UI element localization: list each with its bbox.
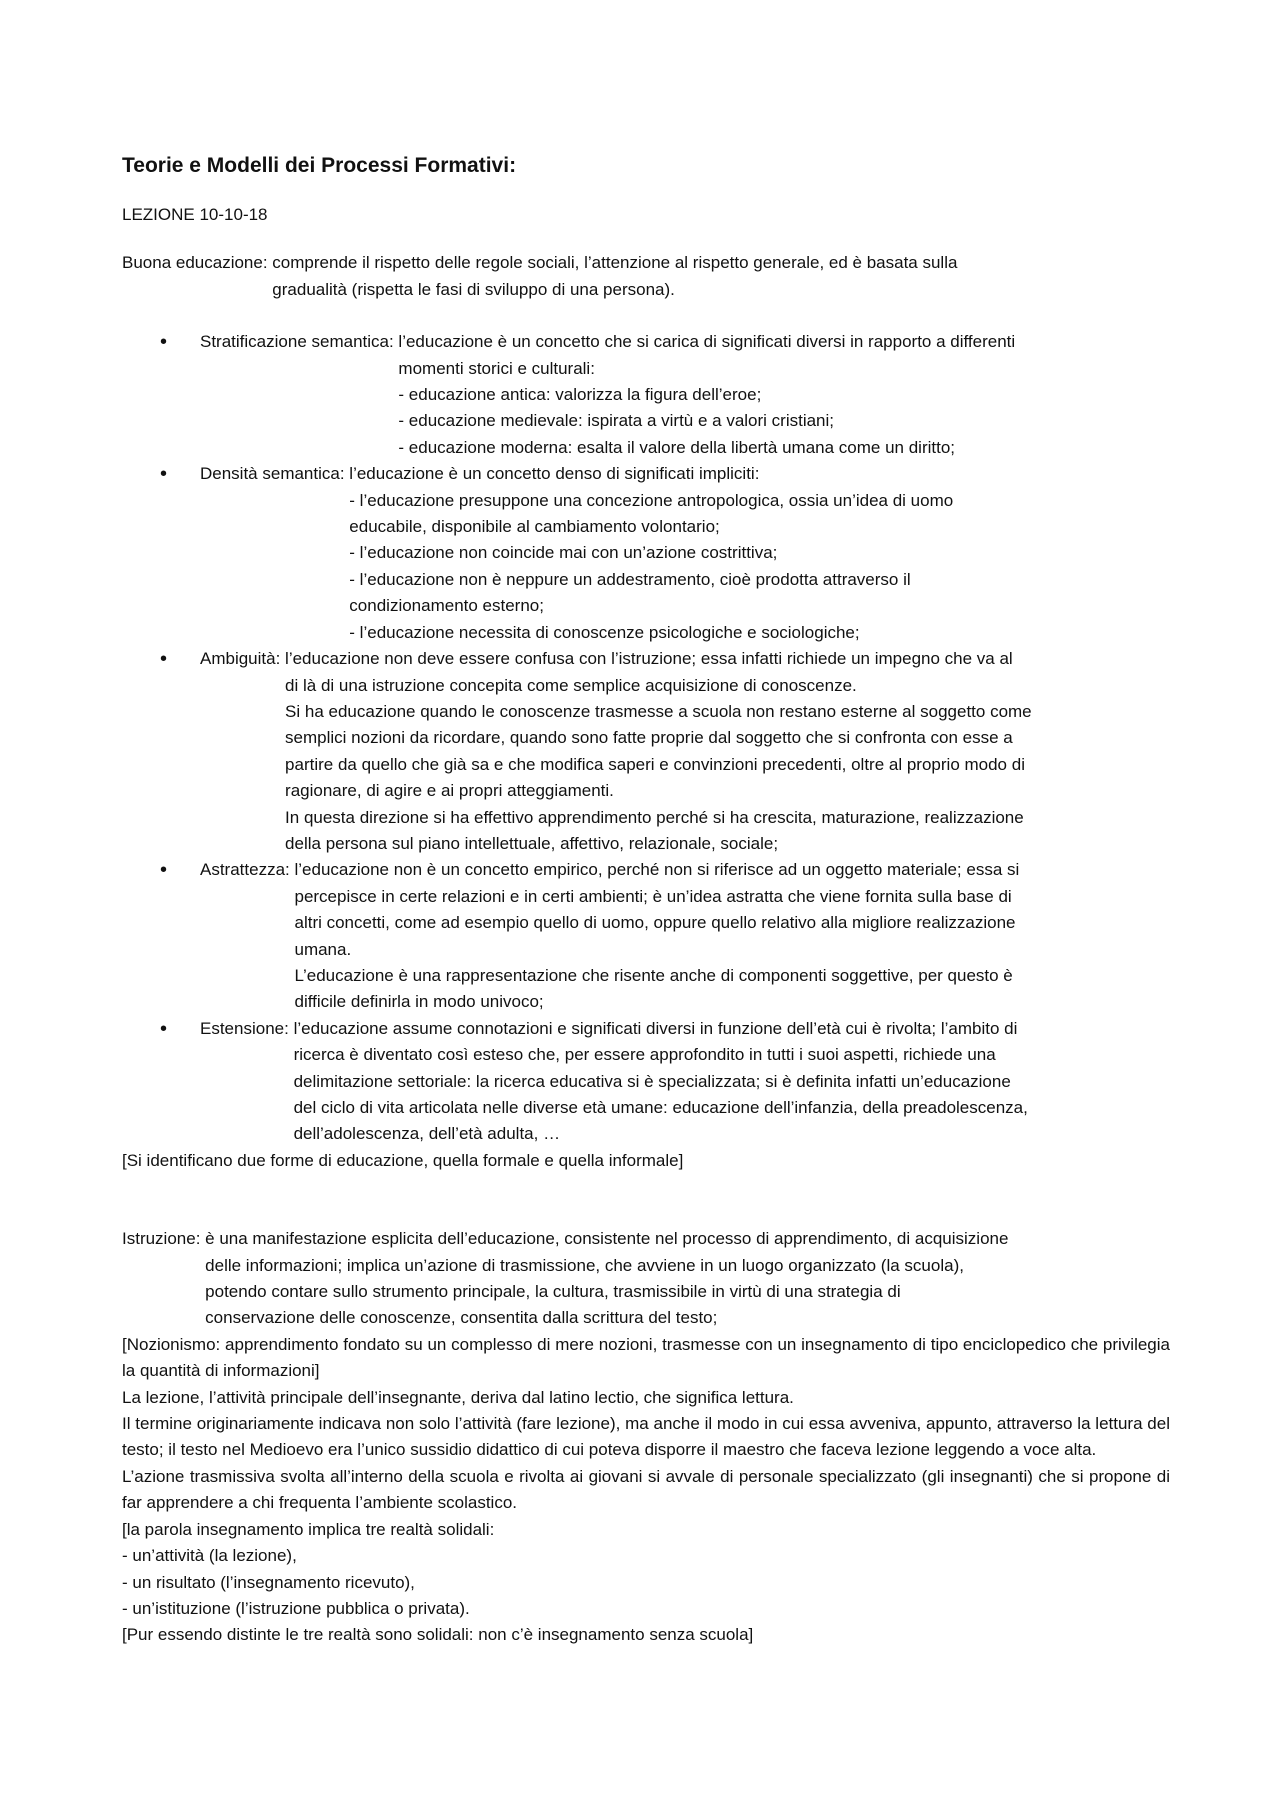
bullet-term: Estensione:	[200, 1018, 294, 1038]
bullet-line: altri concetti, come ad esempio quello di uomo, oppure quello relativo alla migliore realizzazione	[294, 913, 1016, 933]
bullet-line: - l’educazione non coincide mai con un’azione costrittiva;	[349, 543, 778, 563]
bullet-astrattezza	[122, 857, 1170, 1015]
concept-bullet-list	[122, 329, 1170, 1148]
termine-paragraph: Il termine originariamente indicava non solo l’attività (fare lezione), ma anche il modo in cui essa avveniva, appunto, attraverso la lettura del testo; il testo nel Medioevo era l’unico sussidio didattico di cui poteva disporre il maestro che faceva lezione leggendo a voce alta.	[122, 1414, 1170, 1460]
bullet-icon: •	[160, 1017, 168, 1040]
bullet-line: delimitazione settoriale: la ricerca educativa si è specializzata; si è definita infatti un’educazione	[293, 1071, 1011, 1091]
istruzione-definition	[122, 1226, 1170, 1332]
bullet-line: partire da quello che già sa e che modifica saperi e convinzioni precedenti, oltre al proprio modo di	[285, 754, 1025, 774]
bullet-line: l’educazione è un concetto denso di significati impliciti:	[349, 464, 760, 484]
section-gap	[122, 1174, 1170, 1226]
definition-term: Buona educazione:	[122, 253, 273, 273]
bullet-line: dell’adolescenza, dell’età adulta, …	[293, 1124, 561, 1144]
forms-note: [Si identificano due forme di educazione, quella formale e quella informale]	[122, 1150, 684, 1170]
lezione-paragraph: La lezione, l’attività principale dell’insegnante, deriva dal latino lectio, che significa lettura.	[122, 1387, 794, 1407]
definition-line: è una manifestazione esplicita dell’educazione, consistente nel processo di apprendimento, di acquisizione	[205, 1229, 1009, 1249]
lesson-date: LEZIONE 10-10-18	[122, 205, 268, 224]
definition-line: comprende il rispetto delle regole sociali, l’attenzione al rispetto generale, ed è basata sulla	[272, 253, 958, 273]
definition-line: delle informazioni; implica un’azione di trasmissione, che avviene in un luogo organizzato (la scuola),	[205, 1255, 964, 1275]
bullet-line: - educazione moderna: esalta il valore della libertà umana come un diritto;	[398, 437, 956, 457]
bullet-line: del ciclo di vita articolata nelle diverse età umane: educazione dell’infanzia, della preadolescenza,	[293, 1098, 1028, 1117]
bullet-line: momenti storici e culturali:	[398, 358, 595, 378]
bullet-line: Si ha educazione quando le conoscenze trasmesse a scuola non restano esterne al soggetto come	[285, 701, 1032, 721]
bullet-line: umana.	[294, 939, 352, 959]
bullet-line: - l’educazione non è neppure un addestramento, cioè prodotta attraverso il	[349, 569, 911, 589]
bullet-line: educabile, disponibile al cambiamento volontario;	[349, 517, 720, 537]
bullet-line: ricerca è diventato così esteso che, per essere approfondito in tutti i suoi aspetti, richiede una	[293, 1045, 996, 1065]
istruzione-notes	[122, 1332, 1170, 1649]
bullet-term: Densità semantica:	[200, 464, 350, 484]
bullet-line: l’educazione non è un concetto empirico, perché non si riferisce ad un oggetto materiale; essa si	[294, 860, 1020, 880]
bullet-icon: •	[160, 331, 168, 354]
bullet-line: In questa direzione si ha effettivo apprendimento perché si ha crescita, maturazione, realizzazione	[285, 807, 1024, 827]
definition-body	[272, 250, 1170, 303]
bullet-line: - l’educazione presuppone una concezione antropologica, ossia un’idea di uomo	[349, 490, 954, 510]
bullet-line: di là di una istruzione concepita come semplice acquisizione di conoscenze.	[285, 675, 857, 695]
bullet-line: condizionamento esterno;	[349, 596, 544, 616]
definition-term: Istruzione:	[122, 1229, 206, 1249]
document-title: Teorie e Modelli dei Processi Formativi:	[122, 154, 517, 177]
insegnamento-item: - un’attività (la lezione),	[122, 1546, 297, 1566]
bullet-line: difficile definirla in modo univoco;	[294, 992, 544, 1012]
bullet-line: semplici nozioni da ricordare, quando sono fatte proprie dal soggetto che si confronta con esse a	[285, 728, 1013, 748]
bullet-line: percepisce in certe relazioni e in certi ambienti; è un’idea astratta che viene fornita sulla base di	[294, 886, 1012, 906]
bullet-line: - educazione antica: valorizza la figura dell’eroe;	[398, 385, 762, 405]
bullet-estensione	[122, 1016, 1170, 1148]
bullet-line: - l’educazione necessita di conoscenze psicologiche e sociologiche;	[349, 622, 860, 642]
bullet-line: l’educazione assume connotazioni e significati diversi in funzione dell’età cui è rivolta; l’ambito di	[293, 1018, 1018, 1038]
bullet-line: - educazione medievale: ispirata a virtù e a valori cristiani;	[398, 411, 835, 431]
insegnamento-item: - un’istituzione (l’istruzione pubblica o privata).	[122, 1598, 470, 1618]
definition-line: conservazione delle conoscenze, consentita dalla scrittura del testo;	[205, 1308, 718, 1328]
bullet-term: Ambiguità:	[200, 649, 286, 669]
bullet-line: l’educazione è un concetto che si carica di significati diversi in rapporto a differenti	[398, 332, 1016, 352]
closing-note: [Pur essendo distinte le tre realtà sono solidali: non c’è insegnamento senza scuola]	[122, 1625, 754, 1645]
insegnamento-intro: [la parola insegnamento implica tre realtà solidali:	[122, 1519, 495, 1539]
bullet-term: Stratificazione semantica:	[200, 332, 399, 352]
bullet-stratificazione	[122, 329, 1170, 461]
azione-trasmissiva-paragraph: L’azione trasmissiva svolta all’interno della scuola e rivolta ai giovani si avvale di personale specializzato (gli insegnanti) che si propone di far apprendere a chi frequenta l’ambiente scolastico.	[122, 1466, 1170, 1513]
bullet-line: L’educazione è una rappresentazione che risente anche di componenti soggettive, per questo è	[294, 965, 1013, 985]
buona-educazione-definition	[122, 250, 1170, 303]
definition-line: gradualità (rispetta le fasi di sviluppo di una persona).	[272, 279, 675, 299]
bullet-term: Astrattezza:	[200, 860, 295, 880]
insegnamento-item: - un risultato (l’insegnamento ricevuto),	[122, 1572, 415, 1592]
bullet-line: l’educazione non deve essere confusa con l’istruzione; essa infatti richiede un impegno che va al	[285, 649, 1013, 669]
bullet-icon: •	[160, 859, 168, 882]
bullet-icon: •	[160, 463, 168, 486]
definition-line: potendo contare sullo strumento principale, la cultura, trasmissibile in virtù di una strategia di	[205, 1282, 901, 1302]
bullet-icon: •	[160, 648, 168, 671]
bullet-line: ragionare, di agire e ai propri atteggiamenti.	[285, 781, 614, 801]
bullet-ambiguita	[122, 646, 1170, 857]
bullet-line: della persona sul piano intellettuale, affettivo, relazionale, sociale;	[285, 833, 779, 853]
nozionismo-paragraph: [Nozionismo: apprendimento fondato su un complesso di mere nozioni, trasmesse con un insegnamento di tipo enciclopedico che privilegia la quantità di informazioni]	[122, 1334, 1170, 1381]
bullet-densita	[122, 461, 1170, 646]
